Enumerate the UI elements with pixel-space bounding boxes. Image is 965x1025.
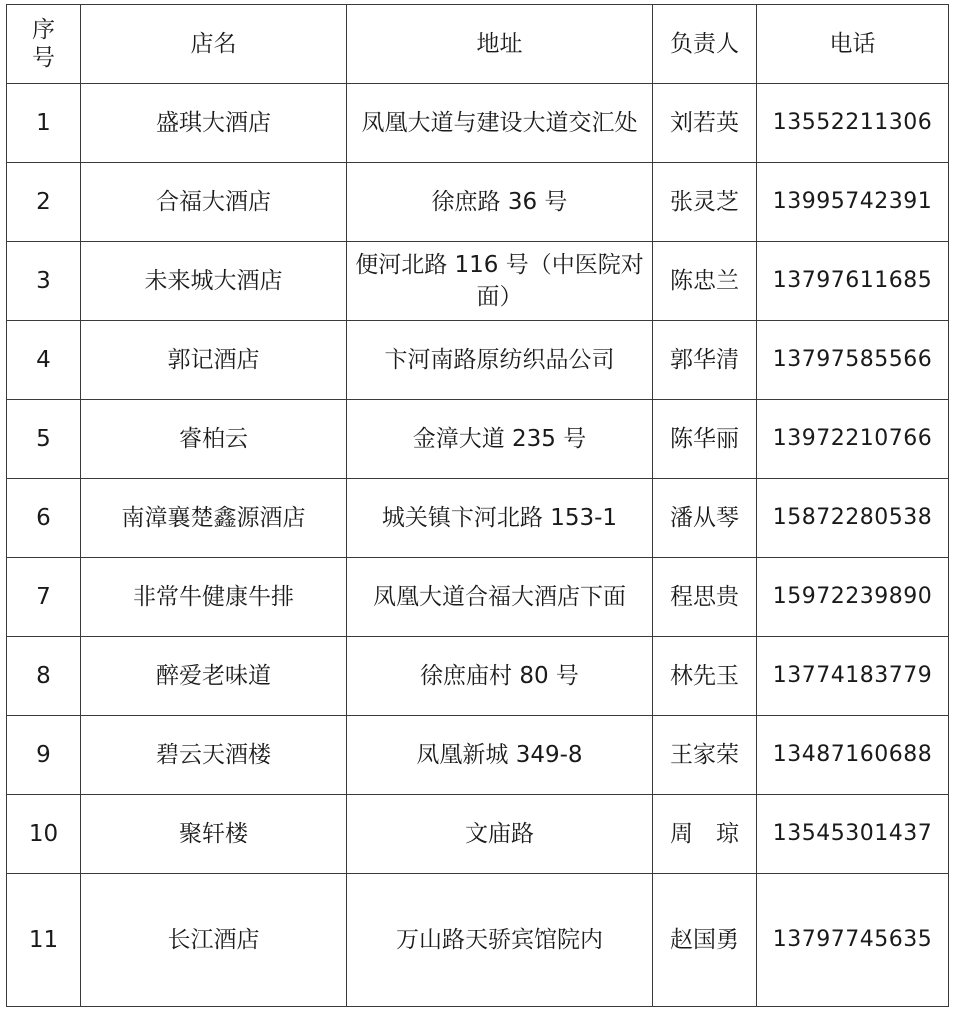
cell-address: 凤凰大道与建设大道交汇处 [347, 84, 653, 163]
header-seq [7, 5, 81, 84]
cell-seq: 1 [7, 84, 81, 163]
cell-name: 碧云天酒楼 [81, 716, 347, 795]
cell-name: 未来城大酒店 [81, 242, 347, 321]
cell-seq: 10 [7, 795, 81, 874]
table-row [7, 163, 949, 242]
cell-address: 便河北路 116 号（中医院对面） [347, 242, 653, 321]
cell-address: 卞河南路原纺织品公司 [347, 321, 653, 400]
header-name: 店名 [81, 5, 347, 84]
table-row [7, 637, 949, 716]
cell-manager: 周 琼 [653, 795, 757, 874]
cell-manager: 林先玉 [653, 637, 757, 716]
header-phone: 电话 [757, 5, 949, 84]
cell-address: 万山路天骄宾馆院内 [347, 874, 653, 1007]
cell-seq: 4 [7, 321, 81, 400]
cell-name: 南漳襄楚鑫源酒店 [81, 479, 347, 558]
cell-phone: 13487160688 [757, 716, 949, 795]
cell-name: 长江酒店 [81, 874, 347, 1007]
cell-phone: 13552211306 [757, 84, 949, 163]
cell-phone: 15872280538 [757, 479, 949, 558]
cell-address: 金漳大道 235 号 [347, 400, 653, 479]
cell-seq: 2 [7, 163, 81, 242]
cell-manager: 陈忠兰 [653, 242, 757, 321]
cell-address: 凤凰大道合福大酒店下面 [347, 558, 653, 637]
cell-phone: 13972210766 [757, 400, 949, 479]
header-seq-line2: 号 [32, 45, 55, 71]
cell-address: 徐庶路 36 号 [347, 163, 653, 242]
cell-address: 徐庶庙村 80 号 [347, 637, 653, 716]
cell-manager: 张灵芝 [653, 163, 757, 242]
cell-address: 凤凰新城 349-8 [347, 716, 653, 795]
table-row [7, 400, 949, 479]
cell-name: 郭记酒店 [81, 321, 347, 400]
table-row [7, 558, 949, 637]
cell-phone: 13545301437 [757, 795, 949, 874]
cell-seq: 9 [7, 716, 81, 795]
cell-phone: 13797585566 [757, 321, 949, 400]
cell-phone: 13995742391 [757, 163, 949, 242]
cell-seq: 5 [7, 400, 81, 479]
table-row [7, 84, 949, 163]
table-row [7, 479, 949, 558]
cell-phone: 13797611685 [757, 242, 949, 321]
cell-manager: 刘若英 [653, 84, 757, 163]
cell-seq: 11 [7, 874, 81, 1007]
header-address: 地址 [347, 5, 653, 84]
cell-manager: 郭华清 [653, 321, 757, 400]
header-seq-line1: 序 [32, 17, 55, 43]
cell-seq: 8 [7, 637, 81, 716]
table-header-row [7, 5, 949, 84]
cell-name: 非常牛健康牛排 [81, 558, 347, 637]
cell-phone: 13797745635 [757, 874, 949, 1007]
cell-name: 醉爱老味道 [81, 637, 347, 716]
table-row [7, 795, 949, 874]
cell-manager: 赵国勇 [653, 874, 757, 1007]
restaurant-table-container [6, 4, 949, 1007]
table-row [7, 321, 949, 400]
cell-manager: 陈华丽 [653, 400, 757, 479]
cell-name: 睿柏云 [81, 400, 347, 479]
cell-address: 城关镇卞河北路 153-1 [347, 479, 653, 558]
cell-address: 文庙路 [347, 795, 653, 874]
cell-seq: 6 [7, 479, 81, 558]
table-row [7, 874, 949, 1007]
cell-manager: 程思贵 [653, 558, 757, 637]
table-row [7, 242, 949, 321]
header-manager: 负责人 [653, 5, 757, 84]
cell-seq: 7 [7, 558, 81, 637]
table-row [7, 716, 949, 795]
cell-name: 盛琪大酒店 [81, 84, 347, 163]
cell-phone: 15972239890 [757, 558, 949, 637]
cell-name: 合福大酒店 [81, 163, 347, 242]
cell-name: 聚轩楼 [81, 795, 347, 874]
cell-manager: 王家荣 [653, 716, 757, 795]
restaurant-table [6, 4, 949, 1007]
cell-seq: 3 [7, 242, 81, 321]
cell-phone: 13774183779 [757, 637, 949, 716]
cell-manager: 潘从琴 [653, 479, 757, 558]
